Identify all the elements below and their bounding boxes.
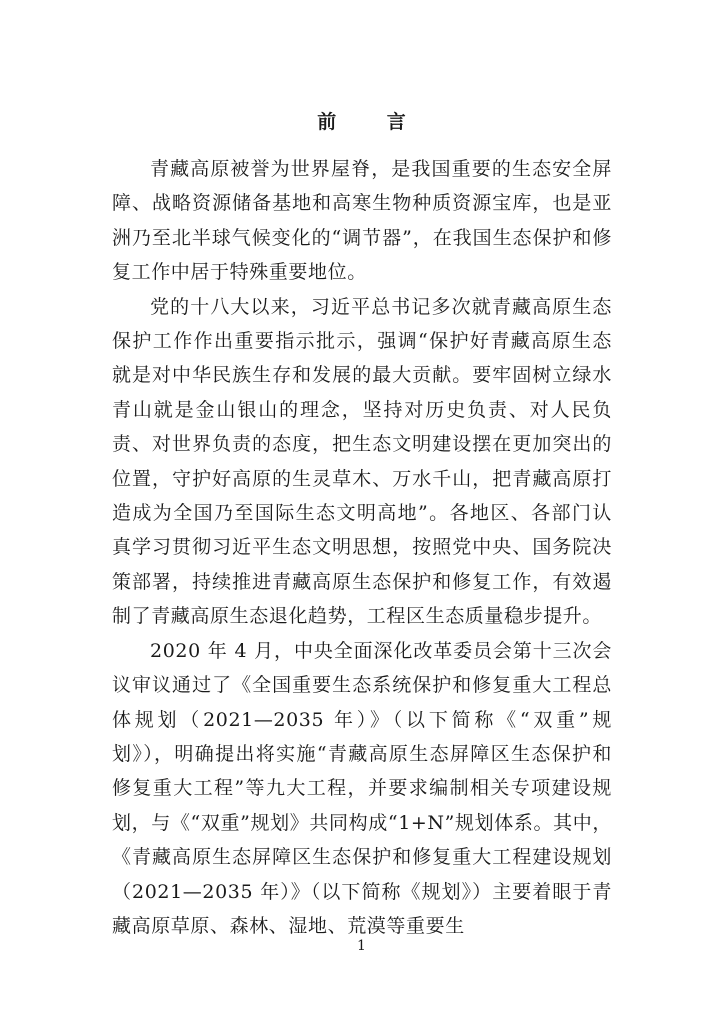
paragraph-2: 党的十八大以来，习近平总书记多次就青藏高原生态保护工作作出重要指示批示，强调“保护好青藏高原生态就是对中华民族生存和发展的最大贡献。要牢固树立绿水青山就是金山银山的理念，坚持对历史负责、对人民负责、对世界负责的态度，把生态文明建设摆在更加突出的位置，守护好高原的生灵草木、万水千山，把青藏高原打造成为全国乃至国际生态文明高地”。各地区、各部门认真学习贯彻习近平生态文明思想，按照党中央、国务院决策部署，持续推进青藏高原生态保护和修复工作，有效遏制了青藏高原生态退化趋势，工程区生态质量稳步提升。	[112, 295, 612, 628]
body-text	[112, 152, 612, 943]
paragraph-1: 青藏高原被誉为世界屋脊，是我国重要的生态安全屏障、战略资源储备基地和高寒生物种质资源宝库，也是亚洲乃至北半球气候变化的“调节器”，在我国生态保护和修复工作中居于特殊重要地位。	[112, 158, 612, 284]
paragraph-3: 2020 年 4 月，中央全面深化改革委员会第十三次会议审议通过了《全国重要生态系统保护和修复重大工程总体规划（2021—2035 年）》（以下简称《“双重”规划》），明确提出将实施“青藏高原生态屏障区生态保护和修复重大工程”等九大工程，并要求编制相关专项建设规划，与《“双重”规划》共同构成“1+N”规划体系。其中，《青藏高原生态屏障区生态保护和修复重大工程建设规划（2021—2035 年）》（以下简称《规划》）主要着眼于青藏高原草原、森林、湿地、荒漠等重要生	[112, 639, 612, 937]
page-title: 前 言	[317, 111, 428, 133]
page-number: 1	[357, 938, 366, 954]
